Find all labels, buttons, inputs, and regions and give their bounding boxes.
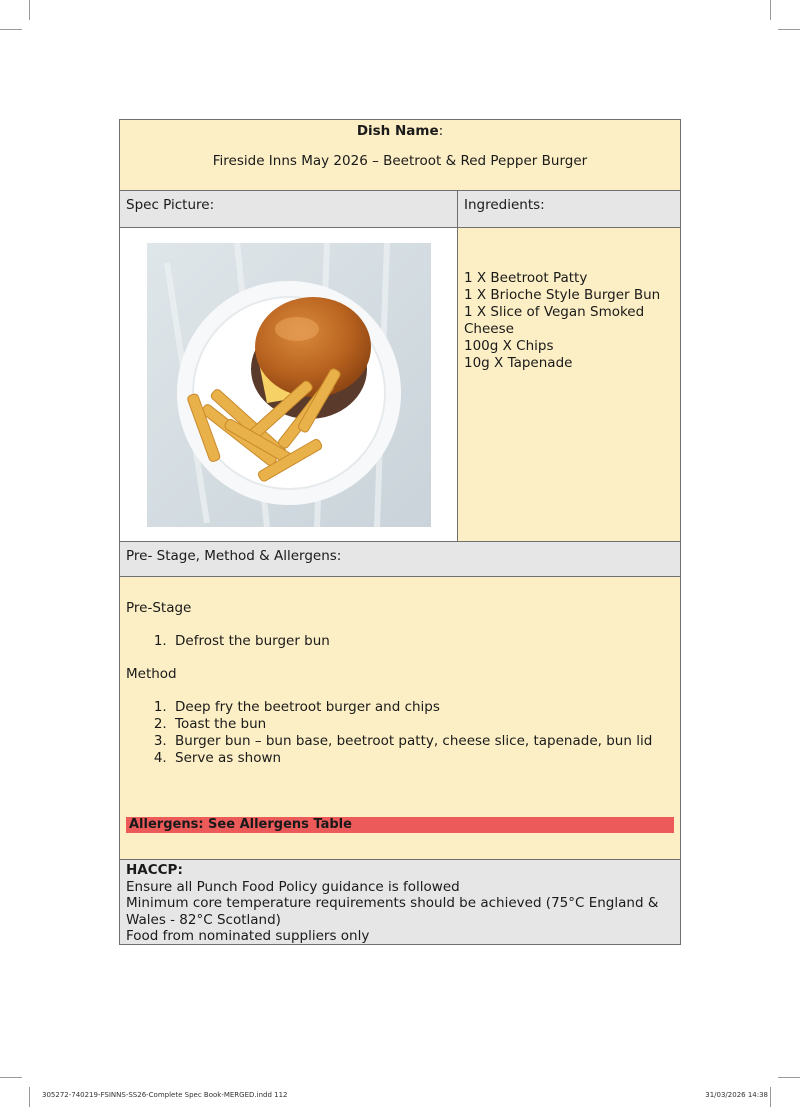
method-cell xyxy=(120,577,680,839)
list-item: 3. Burger bun – bun base, beetroot patty, cheese slice, tapenade, bun lid xyxy=(171,733,674,750)
ingredients-header: Ingredients: xyxy=(464,197,545,213)
picture-ingredients-row xyxy=(120,228,680,542)
list-item: 1 X Brioche Style Burger Bun xyxy=(464,287,661,303)
crop-mark xyxy=(29,1087,30,1107)
list-item: 1 X Slice of Vegan Smoked Cheese xyxy=(464,304,645,337)
list-item: 2. Toast the bun xyxy=(171,716,674,733)
haccp-line: Minimum core temperature requirements should be achieved (75°C England & Wales - 82°C Scotland) xyxy=(126,895,659,928)
spec-picture-cell xyxy=(120,228,458,541)
allergens-banner: Allergens: See Allergens Table xyxy=(126,817,674,833)
haccp-line: Food from nominated suppliers only xyxy=(126,928,370,944)
method-header-row xyxy=(120,542,680,577)
dish-name: Fireside Inns May 2026 – Beetroot & Red Pepper Burger xyxy=(212,153,588,169)
method-header: Pre- Stage, Method & Allergens: xyxy=(126,548,342,564)
method-label: Method xyxy=(126,666,177,682)
ingredients-cell xyxy=(458,228,680,541)
prestage-steps xyxy=(126,633,674,650)
list-item: 1. Defrost the burger bun xyxy=(171,633,674,650)
haccp-line: Ensure all Punch Food Policy guidance is followed xyxy=(126,878,460,895)
spec-picture-header: Spec Picture: xyxy=(120,191,458,227)
haccp-cell xyxy=(120,860,680,944)
method-row xyxy=(120,577,680,860)
dish-title-row xyxy=(120,120,680,191)
footer-file-name: 305272-740219-FSINNS-SS26-Complete Spec Book-MERGED.indd 112 xyxy=(42,1091,288,1099)
method-steps xyxy=(126,699,674,767)
haccp-row xyxy=(120,860,680,944)
list-item: 100g X Chips xyxy=(464,338,554,354)
burger-photo xyxy=(147,243,431,527)
crop-mark xyxy=(778,29,800,30)
crop-mark xyxy=(770,1087,771,1107)
list-item: 10g X Tapenade xyxy=(464,355,573,371)
list-item: 1. Deep fry the beetroot burger and chips xyxy=(171,699,674,716)
spec-sheet xyxy=(119,119,681,945)
list-item: 4. Serve as shown xyxy=(171,750,674,767)
crop-mark xyxy=(0,29,22,30)
crop-mark xyxy=(0,1077,22,1078)
prestage-label: Pre-Stage xyxy=(126,600,192,616)
dish-name-label: Dish Name: xyxy=(356,123,444,139)
crop-mark xyxy=(778,1077,800,1078)
ingredients-list xyxy=(464,270,674,372)
list-item: 1 X Beetroot Patty xyxy=(464,270,588,286)
footer-timestamp: 31/03/2026 14:38 xyxy=(705,1091,768,1099)
crop-mark xyxy=(29,0,30,20)
crop-mark xyxy=(770,0,771,20)
haccp-title: HACCP: xyxy=(126,862,183,878)
picture-ingredients-header-row xyxy=(120,191,680,228)
